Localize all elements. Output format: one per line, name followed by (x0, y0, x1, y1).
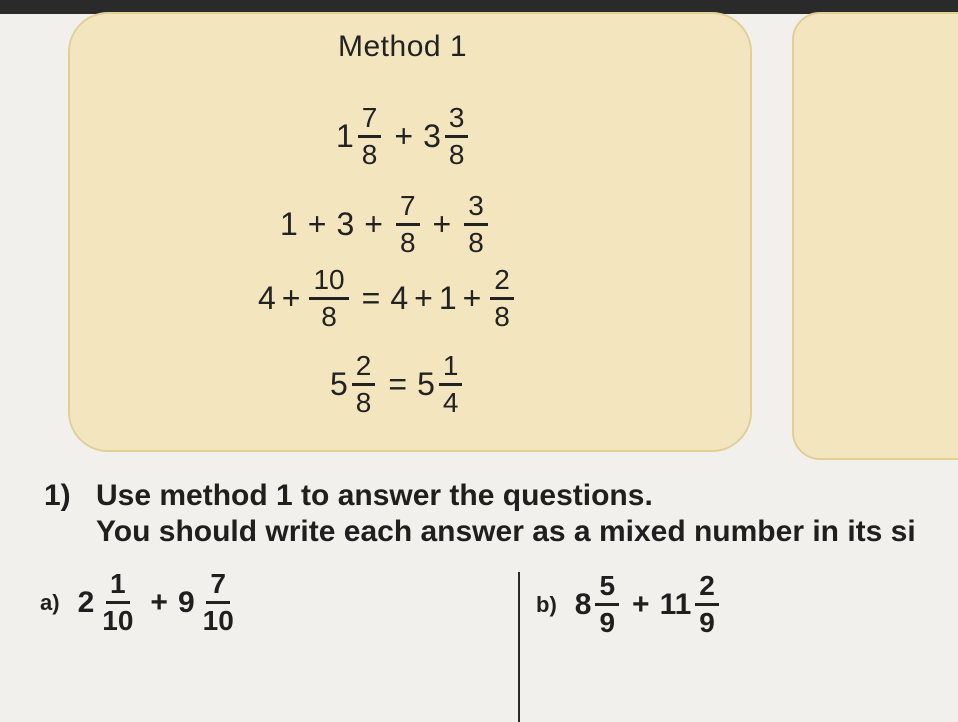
numerator: 2 (490, 266, 514, 300)
column-divider (518, 572, 520, 722)
numerator: 7 (396, 192, 420, 226)
whole-number: 1 (336, 118, 354, 154)
equals-sign: = (388, 366, 408, 402)
term: 1 (280, 206, 298, 242)
side-box (792, 12, 958, 460)
question-1 (44, 478, 916, 550)
numerator: 1 (106, 570, 130, 604)
denominator: 8 (494, 301, 510, 332)
denominator: 10 (102, 605, 134, 636)
denominator: 8 (399, 227, 416, 258)
operator: + (281, 280, 301, 316)
equals-sign: = (361, 280, 381, 316)
numerator: 2 (352, 352, 376, 386)
operator: + (394, 118, 414, 154)
denominator: 4 (442, 387, 459, 418)
fraction (445, 104, 469, 169)
numerator: 5 (595, 572, 619, 606)
part-label: b) (536, 591, 557, 617)
method-line-1 (336, 104, 471, 169)
operator: + (364, 206, 383, 242)
fraction (309, 266, 348, 331)
question-instruction: Use method 1 to answer the questions. (96, 479, 653, 512)
term: 4 (258, 280, 276, 316)
fraction (352, 352, 376, 417)
term: 1 (438, 280, 457, 316)
whole-number: 3 (423, 118, 441, 154)
term: 3 (336, 206, 355, 242)
numerator: 7 (206, 570, 230, 604)
part-b (536, 572, 722, 637)
fraction (199, 570, 238, 635)
method-line-4 (330, 352, 465, 417)
operator: + (414, 280, 433, 316)
operator: + (462, 280, 482, 316)
whole-number: 8 (574, 587, 592, 621)
question-instruction-2: You should write each answer as a mixed number in its si (96, 515, 916, 548)
numerator: 3 (464, 192, 488, 226)
numerator: 1 (439, 352, 463, 386)
numerator: 3 (445, 104, 469, 138)
denominator: 9 (699, 607, 715, 638)
denominator: 8 (355, 387, 372, 418)
term: 4 (390, 280, 409, 316)
whole-number: 5 (417, 366, 435, 402)
operator: + (150, 585, 168, 619)
whole-number: 5 (330, 366, 348, 402)
denominator: 8 (361, 139, 378, 170)
numerator: 7 (358, 104, 382, 138)
denominator: 9 (599, 607, 616, 638)
operator: + (432, 206, 452, 242)
part-label: a) (40, 589, 60, 615)
numerator: 10 (309, 266, 348, 300)
denominator: 8 (448, 139, 465, 170)
operator: + (307, 206, 327, 242)
fraction (396, 192, 420, 257)
fraction (464, 192, 488, 257)
whole-number: 9 (177, 585, 195, 619)
fraction (490, 266, 514, 331)
method-title: Method 1 (338, 30, 468, 63)
whole-number: 11 (659, 587, 692, 621)
method-line-3 (258, 266, 517, 331)
question-number: 1) (44, 479, 71, 512)
method-line-2 (280, 192, 491, 257)
denominator: 8 (468, 227, 484, 258)
part-a (40, 570, 241, 635)
fraction (98, 570, 137, 635)
denominator: 10 (202, 605, 234, 636)
fraction (358, 104, 382, 169)
whole-number: 2 (77, 585, 95, 619)
denominator: 8 (321, 301, 337, 332)
fraction (595, 572, 619, 637)
numerator: 2 (695, 572, 719, 606)
fraction (439, 352, 463, 417)
operator: + (632, 587, 650, 621)
fraction (695, 572, 719, 637)
